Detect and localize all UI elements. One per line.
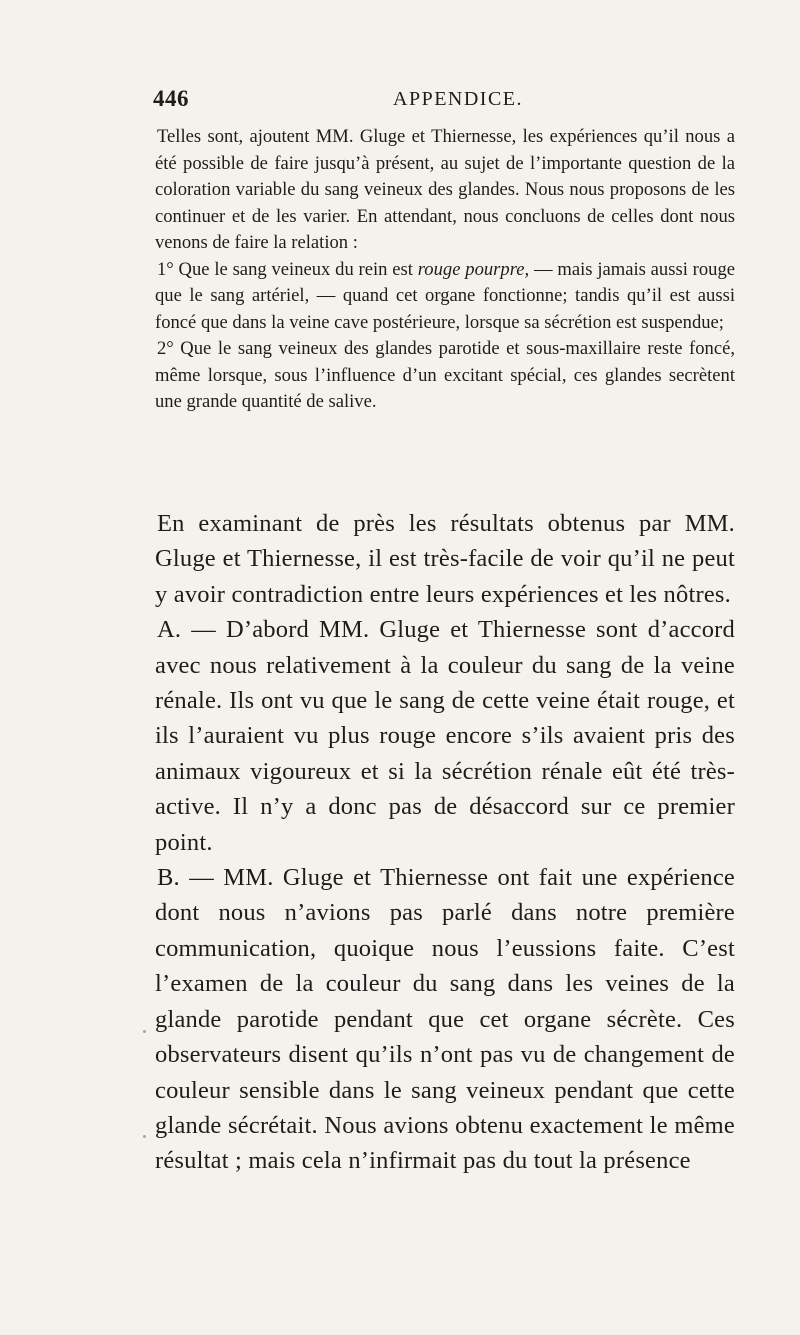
paper-speck	[143, 1030, 146, 1033]
paragraph-a: A. — D’abord MM. Gluge et Thiernesse sont d’accord avec nous relativement à la couleur du sang de la veine rénale. Ils ont vu que le sang de cette veine était rouge, et ils l’auraient vu plus rouge encore s’ils avaient pris des animaux vigoureux et si la sécrétion rénale eût été très-active. Il n’y a donc pas de désaccord sur ce premier point.	[155, 616, 735, 856]
conclusion-item-2: 2° Que le sang veineux des glandes parotide et sous-maxillaire reste foncé, même lorsque, sous l’influence d’un excitant spécial, ces glandes secrètent une grande quantité de salive.	[155, 338, 735, 412]
running-head: APPENDICE.	[393, 88, 524, 110]
page-header	[153, 86, 753, 116]
paragraph-en-examinant: En examinant de près les résultats obtenus par MM. Gluge et Thiernesse, il est très-facile de voir qu’il ne peut y avoir contradiction entre leurs expériences et les nôtres.	[155, 510, 735, 608]
page-number: 446	[153, 86, 189, 111]
small-print-section	[155, 124, 735, 416]
item-1-suffix: — mais jamais aussi rouge que le sang artériel, — quand cet organe fonctionne; tandis qu’il est aussi foncé que dans la veine cave postérieure, lorsque sa sécrétion est suspendue;	[155, 258, 736, 333]
item-1-prefix: 1° Que le sang veineux du rein est	[157, 258, 418, 280]
conclusion-item-1	[155, 257, 735, 337]
main-text-section	[155, 506, 735, 1179]
paper-speck	[143, 1135, 146, 1138]
paragraph-b: B. — MM. Gluge et Thiernesse ont fait une expérience dont nous n’avions pas parlé dans notre première communication, quoique nous l’eussions faite. C’est l’examen de la couleur du sang dans les veines de la glande parotide pendant que cet organe sécrète. Ces observateurs disent qu’ils n’ont pas vu de changement de couleur sensible dans le sang veineux pendant que cette glande sécrétait. Nous avions obtenu exactement le même résultat ; mais cela n’infirmait pas du tout la présence	[155, 864, 735, 1175]
item-1-emphasis: rouge pourpre,	[417, 258, 530, 280]
paragraph-telles-sont: Telles sont, ajoutent MM. Gluge et Thiernesse, les expériences qu’il nous a été possible de faire jusqu’à présent, au sujet de l’importante question de la coloration variable du sang veineux des glandes. Nous nous proposons de les continuer et de les varier. En attendant, nous concluons de celles dont nous venons de faire la relation :	[155, 126, 735, 253]
